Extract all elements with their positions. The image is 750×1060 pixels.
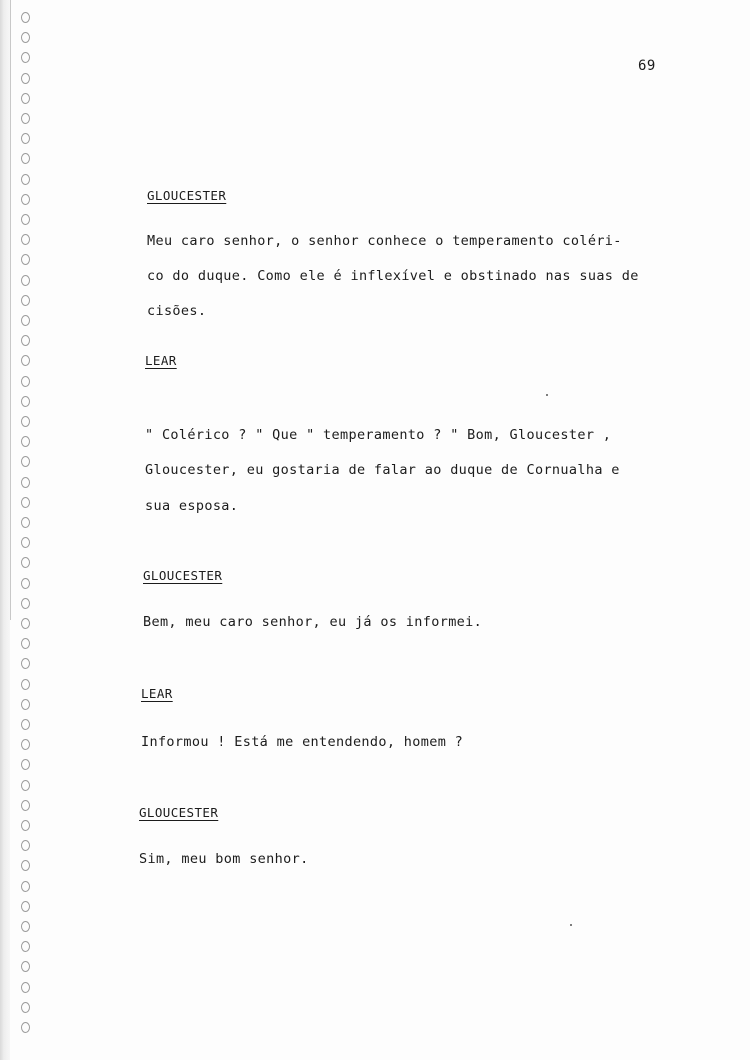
punch-hole xyxy=(21,275,30,286)
scan-speck xyxy=(546,394,548,396)
dialogue-line: Meu caro senhor, o senhor conhece o temperamento coléri- xyxy=(147,233,622,249)
punch-hole xyxy=(21,295,30,306)
punch-hole xyxy=(21,335,30,346)
punch-hole xyxy=(21,800,30,811)
punch-hole xyxy=(21,174,30,185)
punch-hole xyxy=(21,941,30,952)
punch-hole xyxy=(21,93,30,104)
dialogue-line: Gloucester, eu gostaria de falar ao duque de Cornualha e xyxy=(145,462,620,478)
punch-hole xyxy=(21,719,30,730)
punch-hole xyxy=(21,780,30,791)
dialogue-line: Sim, meu bom senhor. xyxy=(139,851,309,867)
punch-hole xyxy=(21,153,30,164)
punch-hole xyxy=(21,456,30,467)
punch-hole xyxy=(21,517,30,528)
punch-hole xyxy=(21,557,30,568)
punch-hole xyxy=(21,73,30,84)
dialogue-line: " Colérico ? " Que " temperamento ? " Bom, Gloucester , xyxy=(145,427,612,443)
punch-hole xyxy=(21,921,30,932)
punch-hole xyxy=(21,32,30,43)
punch-hole xyxy=(21,860,30,871)
punch-hole xyxy=(21,1022,30,1033)
punch-hole xyxy=(21,497,30,508)
punch-hole xyxy=(21,618,30,629)
scan-speck xyxy=(570,924,572,926)
punch-hole xyxy=(21,194,30,205)
punch-hole xyxy=(21,961,30,972)
punch-hole xyxy=(21,254,30,265)
punch-hole xyxy=(21,820,30,831)
punch-hole xyxy=(21,396,30,407)
dialogue-line: sua esposa. xyxy=(145,498,239,514)
speaker-name: GLOUCESTER xyxy=(139,805,219,820)
binder-line xyxy=(10,0,11,620)
punch-hole xyxy=(21,477,30,488)
punch-hole xyxy=(21,12,30,23)
speaker-name: LEAR xyxy=(141,686,173,701)
punch-hole xyxy=(21,52,30,63)
punch-hole xyxy=(21,699,30,710)
punch-hole xyxy=(21,840,30,851)
punch-hole xyxy=(21,416,30,427)
punch-hole xyxy=(21,315,30,326)
punch-hole xyxy=(21,133,30,144)
punch-hole xyxy=(21,759,30,770)
binder-edge xyxy=(0,0,10,1060)
speaker-name: LEAR xyxy=(145,353,177,368)
punch-hole xyxy=(21,234,30,245)
punch-hole xyxy=(21,598,30,609)
punch-hole xyxy=(21,376,30,387)
punch-hole xyxy=(21,658,30,669)
dialogue-line: Bem, meu caro senhor, eu já os informei. xyxy=(143,614,483,630)
speaker-name: GLOUCESTER xyxy=(143,568,223,583)
page-number: 69 xyxy=(638,58,656,74)
dialogue-line: co do duque. Como ele é inflexível e obstinado nas suas de xyxy=(147,268,639,284)
punch-hole xyxy=(21,355,30,366)
punch-hole xyxy=(21,982,30,993)
punch-hole xyxy=(21,113,30,124)
dialogue-line: Informou ! Está me entendendo, homem ? xyxy=(141,734,464,750)
dialogue-line: cisões. xyxy=(147,303,207,319)
punch-hole xyxy=(21,679,30,690)
punch-hole xyxy=(21,638,30,649)
speaker-name: GLOUCESTER xyxy=(147,188,227,203)
punch-hole xyxy=(21,901,30,912)
punch-hole xyxy=(21,739,30,750)
punch-hole xyxy=(21,436,30,447)
punch-hole xyxy=(21,214,30,225)
punch-hole xyxy=(21,1002,30,1013)
punch-hole xyxy=(21,578,30,589)
punch-hole xyxy=(21,881,30,892)
punch-hole xyxy=(21,537,30,548)
